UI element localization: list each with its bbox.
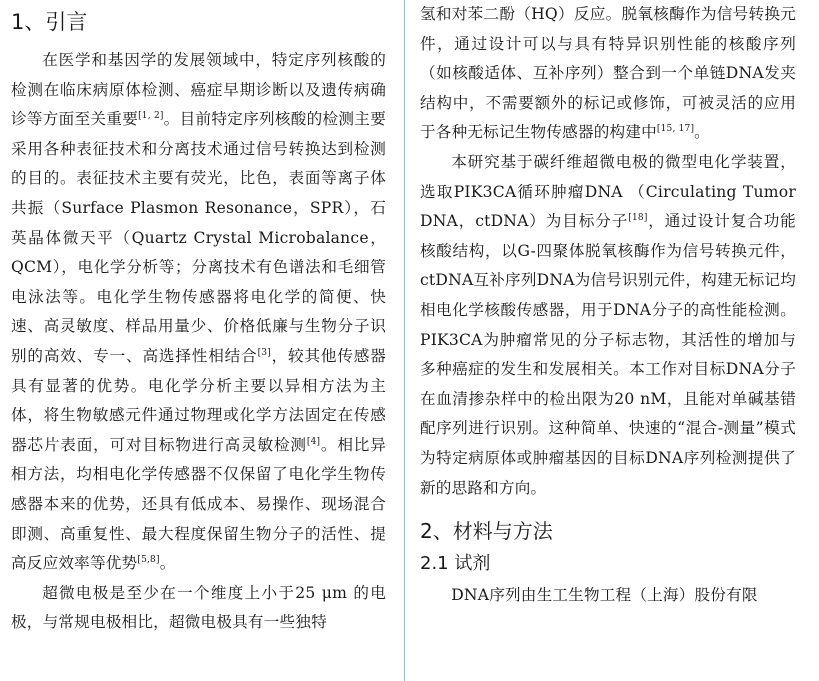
paragraph-text: 在医学和基因学的发展领域中，特定序列核酸的检测在临床病原体检测、癌症早期诊断以及遗传病确诊等方面至关重要 (11, 51, 386, 129)
left-column (11, 0, 386, 638)
citation-ref: [1, 2] (138, 111, 164, 122)
paragraph-text: 超微电极是至少在一个维度上小于25 μm 的电极，与常规电极相比，超微电极具有一些独特 (11, 583, 386, 632)
right-paragraphs-bottom (420, 581, 796, 611)
citation-ref: [18] (628, 213, 648, 224)
paragraph-text: 本研究基于碳纤维超微电极的微型电化学装置，选取PIK3CA循环肿瘤DNA （Circulating Tumor DNA，ctDNA）为目标分子 (420, 152, 796, 231)
section-heading-introduction: 1、引言 (11, 10, 88, 34)
paragraph-text: 氢和对苯二酚（HQ）反应。脱氧核酶作为信号转换元件，通过设计可以与具有特异识别性能的核酸序列（如核酸适体、互补序列）整合到一个单链DNA发夹结构中，不需要额外的标记或修饰，可被灵活的应用于各种无标记生物传感器的构建中 (420, 5, 796, 142)
body-paragraph (420, 0, 796, 148)
paragraph-text: ，通过设计复合功能核酸结构，以G-四聚体脱氧核酶作为信号转换元件，ctDNA互补序列DNA为信号识别元件，构建无标记均相电化学核酸传感器，用于DNA分子的高性能检测。PIK3CA为肿瘤常见的分子标志物，其活性的增加与多种癌症的发生和发展相关。本工作对目标DNA分子在血清掺杂样中的检出限为20 nM，且能对单碱基错配序列进行识别。这种简单、快速的“混合-测量”模式为特定病原体或肿瘤基因的目标DNA序列检测提供了新的思路和方向。 (420, 212, 796, 497)
section-heading-materials-methods: 2、材料与方法 (420, 519, 553, 544)
citation-ref: [15, 17] (656, 124, 695, 135)
paragraph-text: 。 (159, 554, 176, 573)
body-paragraph (11, 579, 386, 638)
column-divider (404, 0, 405, 681)
paragraph-text: 。 (694, 123, 710, 142)
paragraph-text: ，较其他传感器具有显著的优势。电化学分析主要以异相方法为主体，将生物敏感元件通过物理或化学方法固定在传感器芯片表面，可对目标物进行高灵敏检测 (11, 346, 386, 454)
right-column (420, 0, 796, 611)
body-paragraph (420, 581, 796, 611)
body-paragraph (11, 46, 386, 579)
body-paragraph (420, 148, 796, 503)
citation-ref: [4] (306, 436, 321, 447)
citation-ref: [5,8] (137, 555, 160, 566)
left-paragraphs (11, 46, 386, 638)
subsection-heading-reagents: 2.1 试剂 (420, 553, 491, 575)
right-paragraphs-top (420, 0, 796, 503)
paragraph-text: 。相比异相方法，均相电化学传感器不仅保留了电化学生物传感器本来的优势，还具有低成本、易操作、现场混合即测、高重复性、最大程度保留生物分子的活性、提高反应效率等优势 (11, 435, 386, 573)
paragraph-text: DNA序列由生工生物工程（上海）股份有限 (451, 586, 758, 605)
citation-ref: [3] (257, 347, 271, 358)
paragraph-text: 。目前特定序列核酸的检测主要采用各种表征技术和分离技术通过信号转换达到检测的目的。表征技术主要有荧光，比色，表面等离子体共振（Surface Plasmon Resonance，SPR），石英晶体微天平（Quartz Crystal Microbalance，QCM），电化学分析等；分离技术有色谱法和毛细管电泳法等。电化学生物传感器将电化学的简便、快速、高灵敏度、样品用量少、价格低廉与生物分子识别的高效、专一、高选择性相结合 (11, 110, 386, 365)
